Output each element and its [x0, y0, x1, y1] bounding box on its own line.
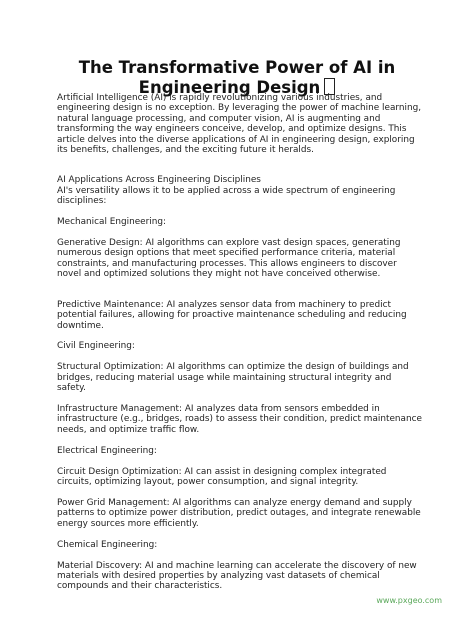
section-intro: AI's versatility allows it to be applied across a wide spectrum of engineering disciplines: [57, 185, 396, 207]
section-heading: AI Applications Across Engineering Disciplines [57, 175, 261, 186]
chemical-heading: Chemical Engineering: [57, 539, 158, 550]
intro-paragraph: Artificial Intelligence (AI) is rapidly revolutionizing various industries, and engineering design is no exception. By leveraging the power of machine learning, natural language processing, and computer vision, AI is augmenting and transforming the way engineers conceive, develop, and optimize designs. This article delves into the diverse applications of AI in engineering design, exploring its benefits, challenges, and the exciting future it heralds. [57, 93, 422, 156]
circuit-design-paragraph: Circuit Design Optimization: AI can assist in designing complex integrated circuits, optimizing layout, power consumption, and signal integrity. [57, 466, 387, 488]
mechanical-heading: Mechanical Engineering: [57, 217, 166, 228]
document-title [40, 58, 434, 98]
predictive-maintenance-paragraph: Predictive Maintenance: AI analyzes sensor data from machinery to predict potential failures, allowing for proactive maintenance scheduling and reducing downtime. [57, 299, 407, 331]
title-text: The Transformative Power of AI in Engineering Design [78, 58, 396, 97]
document-body [57, 93, 422, 592]
generative-design-paragraph: Generative Design: AI algorithms can explore vast design spaces, generating numerous design options that meet specified performance criteria, material constraints, and manufacturing processes. This allows engineers to discover novel and optimized solutions they might not have conceived otherwise. [57, 238, 401, 280]
electrical-heading: Electrical Engineering: [57, 445, 157, 456]
infrastructure-management-paragraph: Infrastructure Management: AI analyzes data from sensors embedded in infrastructure (e.g., bridges, roads) to assess their condition, predict maintenance needs, and optimize traffic flow. [57, 404, 422, 435]
footer-watermark: www.pxgeo.com [376, 596, 442, 605]
material-discovery-paragraph: Material Discovery: AI and machine learning can accelerate the discovery of new materials with desired properties by analyzing vast datasets of chemical compounds and their characteristics. [57, 560, 417, 592]
civil-heading: Civil Engineering: [57, 341, 135, 352]
structural-optimization-paragraph: Structural Optimization: AI algorithms can optimize the design of buildings and bridges, reducing material usage while maintaining structural integrity and safety. [57, 362, 409, 394]
power-grid-paragraph: Power Grid Management: AI algorithms can analyze energy demand and supply patterns to optimize power distribution, predict outages, and integrate renewable energy sources more efficiently. [57, 497, 421, 529]
